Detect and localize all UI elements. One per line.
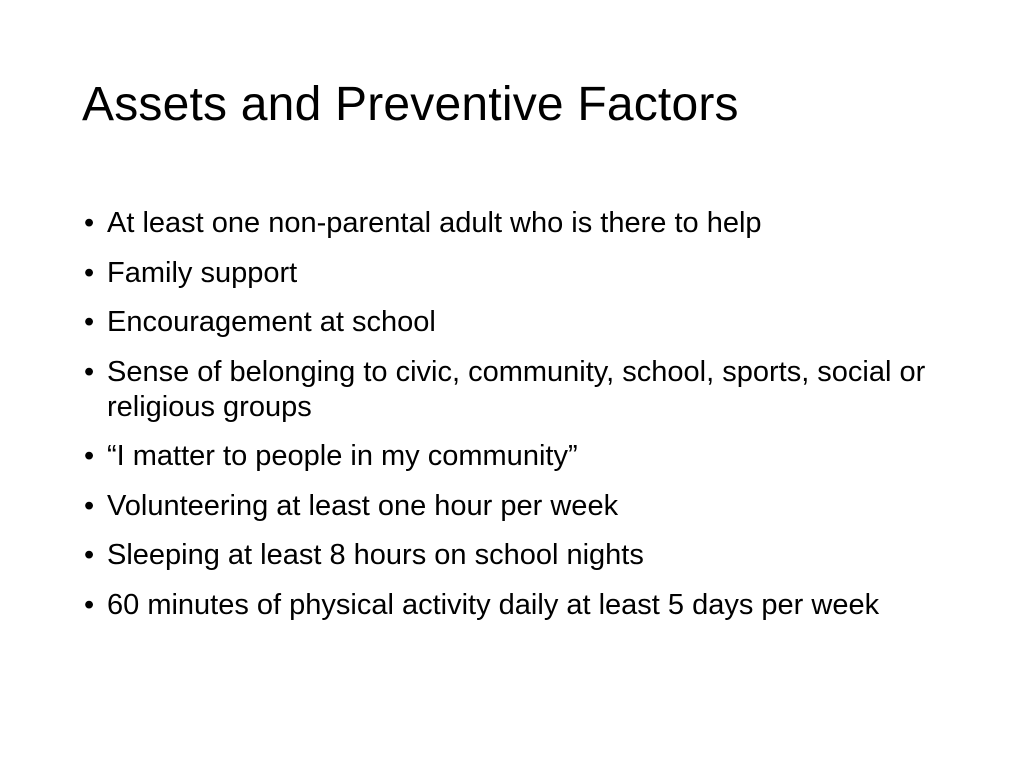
slide-title: Assets and Preventive Factors [82,78,739,131]
bullet-icon: • [84,539,95,571]
list-item-text: Family support [107,256,298,289]
bullet-icon: • [84,355,95,388]
bullet-icon: • [84,440,95,472]
bullet-icon: • [84,306,95,338]
list-item-text: Sleeping at least 8 hours on school nights [107,539,644,571]
list-item [82,305,942,340]
list-item-text: Encouragement at school [107,306,436,338]
list-item-text: Sense of belonging to civic, community, school, sports, social or religious groups [107,355,926,423]
list-item [82,489,942,524]
list-item [82,206,942,241]
list-item-text: At least one non-parental adult who is there to help [107,207,762,239]
bullet-icon: • [84,588,95,621]
bullet-list [82,206,942,637]
bullet-icon: • [84,489,95,522]
list-item-text: Volunteering at least one hour per week [107,489,619,522]
list-item-text: 60 minutes of physical activity daily at least 5 days per week [107,588,880,621]
list-item [82,538,942,573]
list-item [82,355,942,425]
list-item [82,439,942,474]
list-item-text: “I matter to people in my community” [107,440,578,472]
list-item [82,256,942,291]
bullet-icon: • [84,207,95,239]
bullet-icon: • [84,256,95,289]
list-item [82,588,942,623]
